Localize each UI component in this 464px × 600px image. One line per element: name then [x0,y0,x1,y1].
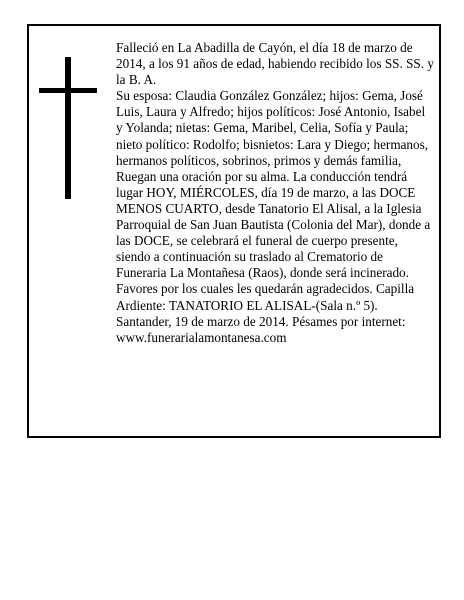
cross-vertical-bar [65,57,71,199]
place-date-paragraph: Santander, 19 de marzo de 2014. Pésames por internet: www.funerarialamontanesa.com [116,313,406,345]
funeral-details-paragraph: Ruegan una oración por su alma. La conducción tendrá lugar HOY, MIÉRCOLES, día 19 de marzo, a las DOCE MENOS CUARTO, desde Tanatorio El Alisal, a la Iglesia Parroquial de San Juan Bautista (Colonia del Mar), donde a las DOCE, se celebrará el funeral de cuerpo presente, siendo a continuación su traslado al Crematorio de Funeraria La Montañesa (Raos), donde será incinerado. Favores por los cuales les quedarán agradecidos. Capilla Ardiente: TANATORIO EL ALISAL-(Sala n.º 5). [116,168,431,313]
death-announcement-paragraph: Falleció en La Abadilla de Cayón, el día 18 de marzo de 2014, a los 91 años de edad, habiendo recibido los SS. SS. y la B. A. [116,40,434,88]
cross-horizontal-bar [39,88,97,93]
latin-cross-icon [39,57,97,199]
family-list-paragraph: Su esposa: Claudia González González; hijos: Gema, José Luis, Laura y Alfredo; hijos políticos: José Antonio, Isabel y Yolanda; nietas: Gema, Maribel, Celia, Sofía y Paula; nieto político: Rodolfo; bisnietos: Lara y Diego; hermanos, hermanos políticos, sobrinos, primos y demás familia, [116,88,429,168]
notice-text-block [116,40,434,346]
obituary-notice [27,24,441,438]
